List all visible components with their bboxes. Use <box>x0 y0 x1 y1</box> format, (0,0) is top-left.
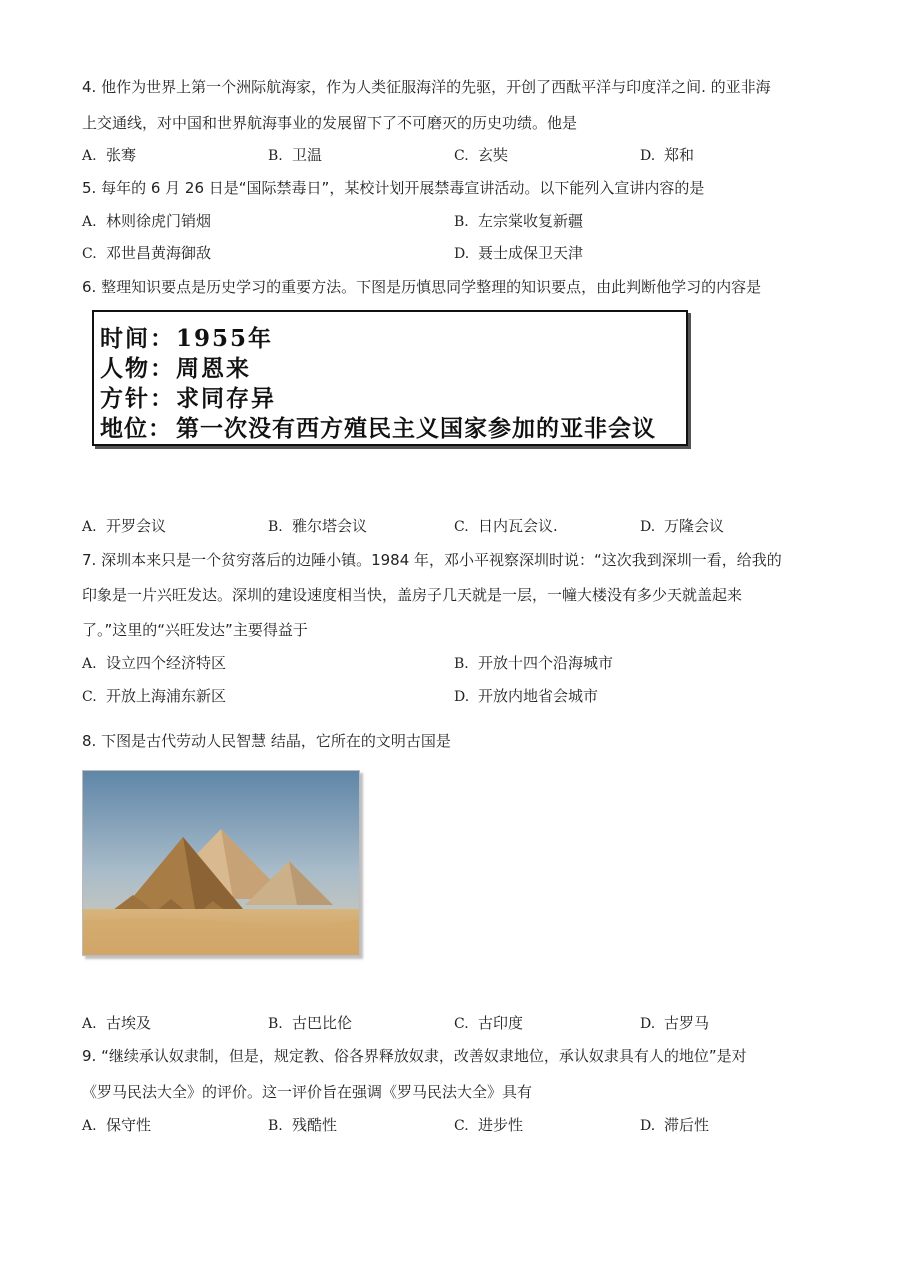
knowledge-notes-box <box>92 310 688 446</box>
pyramids-photo <box>82 770 360 956</box>
note-row-person: 人物：周恩来 <box>100 355 251 382</box>
q7-option-d[interactable]: D. 开放内地省会城市 <box>454 687 599 705</box>
q9-option-a[interactable]: A. 保守性 <box>82 1116 152 1134</box>
note-row-status: 地位： 第一次没有西方殖民主义国家参加的亚非会议 <box>100 415 656 442</box>
q9-stem-line1: 9. “继续承认奴隶制，但是，规定教、俗各界释放奴隶，改善奴隶地位，承认奴隶具有人的地位”是对 <box>82 1047 747 1065</box>
q6-stem-line1: 6. 整理知识要点是历史学习的重要方法。下图是历慎思同学整理的知识要点，由此判断他学习的内容是 <box>82 278 762 296</box>
q4-option-d[interactable]: D. 郑和 <box>640 146 695 164</box>
q5-option-a[interactable]: A. 林则徐虎门销烟 <box>82 212 212 230</box>
q4-stem-line2: 上交通线，对中国和世界航海事业的发展留下了不可磨灭的历史功绩。他是 <box>82 114 578 132</box>
q7-option-a[interactable]: A. 设立四个经济特区 <box>82 654 227 672</box>
q9-stem-line2: 《罗马民法大全》的评价。这一评价旨在强调《罗马民法大全》具有 <box>82 1083 533 1101</box>
q6-option-a[interactable]: A. 开罗会议 <box>82 517 167 535</box>
q7-stem-line2: 印象是一片兴旺发达。深圳的建设速度相当快，盖房子几天就是一层，一幢大楼没有多少天就盖起来 <box>82 586 743 604</box>
q6-option-c[interactable]: C. 日内瓦会议. <box>454 517 558 535</box>
q9-option-b[interactable]: B. 残酷性 <box>268 1116 338 1134</box>
q8-stem-line1: 8. 下图是古代劳动人民智慧 结晶，它所在的文明古国是 <box>82 732 451 750</box>
q6-option-d[interactable]: D. 万隆会议 <box>640 517 725 535</box>
q7-stem-line1: 7. 深圳本来只是一个贫穷落后的边陲小镇。1984 年，邓小平视察深圳时说：“这次我到深圳一看，给我的 <box>82 551 782 569</box>
q8-option-d[interactable]: D. 古罗马 <box>640 1014 710 1032</box>
q9-option-d[interactable]: D. 滞后性 <box>640 1116 710 1134</box>
q5-stem-line1: 5. 每年的 6 月 26 日是“国际禁毒日”，某校计划开展禁毒宣讲活动。以下能列入宣讲内容的是 <box>82 179 705 197</box>
q8-option-c[interactable]: C. 古印度 <box>454 1014 524 1032</box>
q5-option-c[interactable]: C. 邓世昌黄海御敌 <box>82 244 212 262</box>
q7-stem-line3: 了。”这里的“兴旺发达”主要得益于 <box>82 621 308 639</box>
q9-option-c[interactable]: C. 进步性 <box>454 1116 524 1134</box>
q7-option-c[interactable]: C. 开放上海浦东新区 <box>82 687 227 705</box>
note-row-policy: 方针：求同存异 <box>100 385 276 412</box>
q5-option-b[interactable]: B. 左宗棠收复新疆 <box>454 212 584 230</box>
q4-option-a[interactable]: A. 张骞 <box>82 146 137 164</box>
q8-option-b[interactable]: B. 古巴比伦 <box>268 1014 353 1032</box>
q4-option-b[interactable]: B. 卫温 <box>268 146 323 164</box>
q8-option-a[interactable]: A. 古埃及 <box>82 1014 152 1032</box>
q4-stem-line1: 4. 他作为世界上第一个洲际航海家，作为人类征服海洋的先驱，开创了西酞平洋与印度洋之间. 的亚非海 <box>82 78 771 96</box>
q4-option-c[interactable]: C. 玄奘 <box>454 146 509 164</box>
q5-option-d[interactable]: D. 聂士成保卫天津 <box>454 244 584 262</box>
note-row-time: 时间：1955年 <box>100 325 274 352</box>
q7-option-b[interactable]: B. 开放十四个沿海城市 <box>454 654 614 672</box>
q6-option-b[interactable]: B. 雅尔塔会议 <box>268 517 368 535</box>
